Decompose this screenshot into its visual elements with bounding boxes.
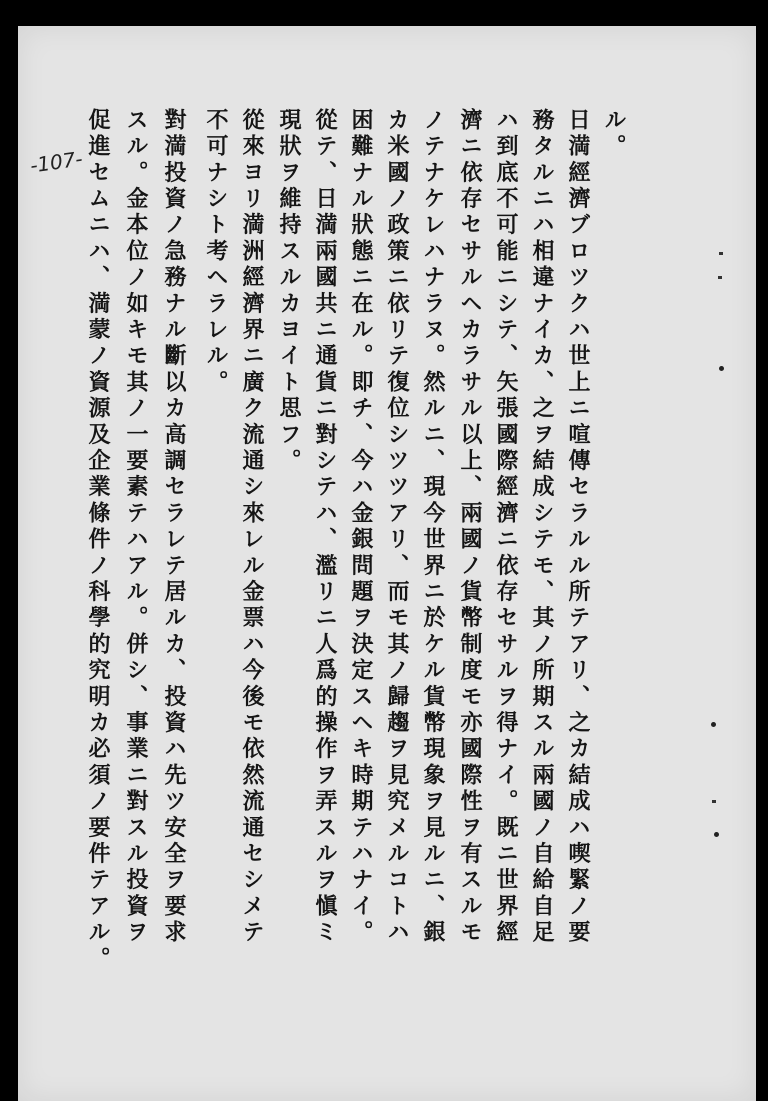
text-column: 現狀ヲ維持スルカヨイト思フ。 xyxy=(276,108,302,475)
binding-hole-mark xyxy=(719,252,723,255)
paper-speck xyxy=(719,366,724,371)
text-column: 日満經濟ブロツクハ世上ニ喧傳セラルル所テアリ、之カ結成ハ喫緊ノ要 xyxy=(565,108,591,947)
text-column: 濟ニ依存セサルヘカラサル以上、兩國ノ貨幣制度モ亦國際性ヲ有スルモ xyxy=(457,108,483,947)
page-number: -107- xyxy=(28,146,85,178)
text-column: スル。金本位ノ如キモ其ノ一要素テハアル。併シ、事業ニ對スル投資ヲ xyxy=(123,108,149,947)
text-column: 從テ、日満兩國共ニ通貨ニ對シテハ、濫リニ人爲的操作ヲ弄スルヲ愼ミ xyxy=(312,108,338,947)
text-column: カ米國ノ政策ニ依リテ復位シツツアリ、而モ其ノ歸趨ヲ見究メルコトハ xyxy=(384,108,410,947)
text-column: 困難ナル狀態ニ在ル。即チ、今ハ金銀問題ヲ決定スヘキ時期テハナイ。 xyxy=(348,108,374,947)
binding-hole-mark xyxy=(718,276,722,279)
text-column: 務タルニハ相違ナイカ、之ヲ結成シテモ、其ノ所期スル兩國ノ自給自足 xyxy=(529,108,555,947)
text-column: ル。 xyxy=(601,108,627,161)
text-column: ハ到底不可能ニシテ、矢張國際經濟ニ依存セサルヲ得ナイ。既ニ世界經 xyxy=(493,108,519,947)
text-column: 促進セムニハ、満蒙ノ資源及企業條件ノ科學的究明カ必須ノ要件テアル。 xyxy=(85,108,111,973)
text-column: ノテナケレハナラヌ。然ルニ、現今世界ニ於ケル貨幣現象ヲ見ルニ、銀 xyxy=(420,108,446,947)
binding-hole-mark xyxy=(712,800,716,803)
paper-speck xyxy=(711,722,716,727)
text-column: 對満投資ノ急務ナル斷以カ高調セラレテ居ルカ、投資ハ先ツ安全ヲ要求 xyxy=(161,108,187,947)
text-column: 不可ナシト考ヘラレル。 xyxy=(203,108,229,397)
paper-speck xyxy=(714,832,719,837)
text-column: 從來ヨリ満洲經濟界ニ廣ク流通シ來レル金票ハ今後モ依然流通セシメテ xyxy=(239,108,265,947)
